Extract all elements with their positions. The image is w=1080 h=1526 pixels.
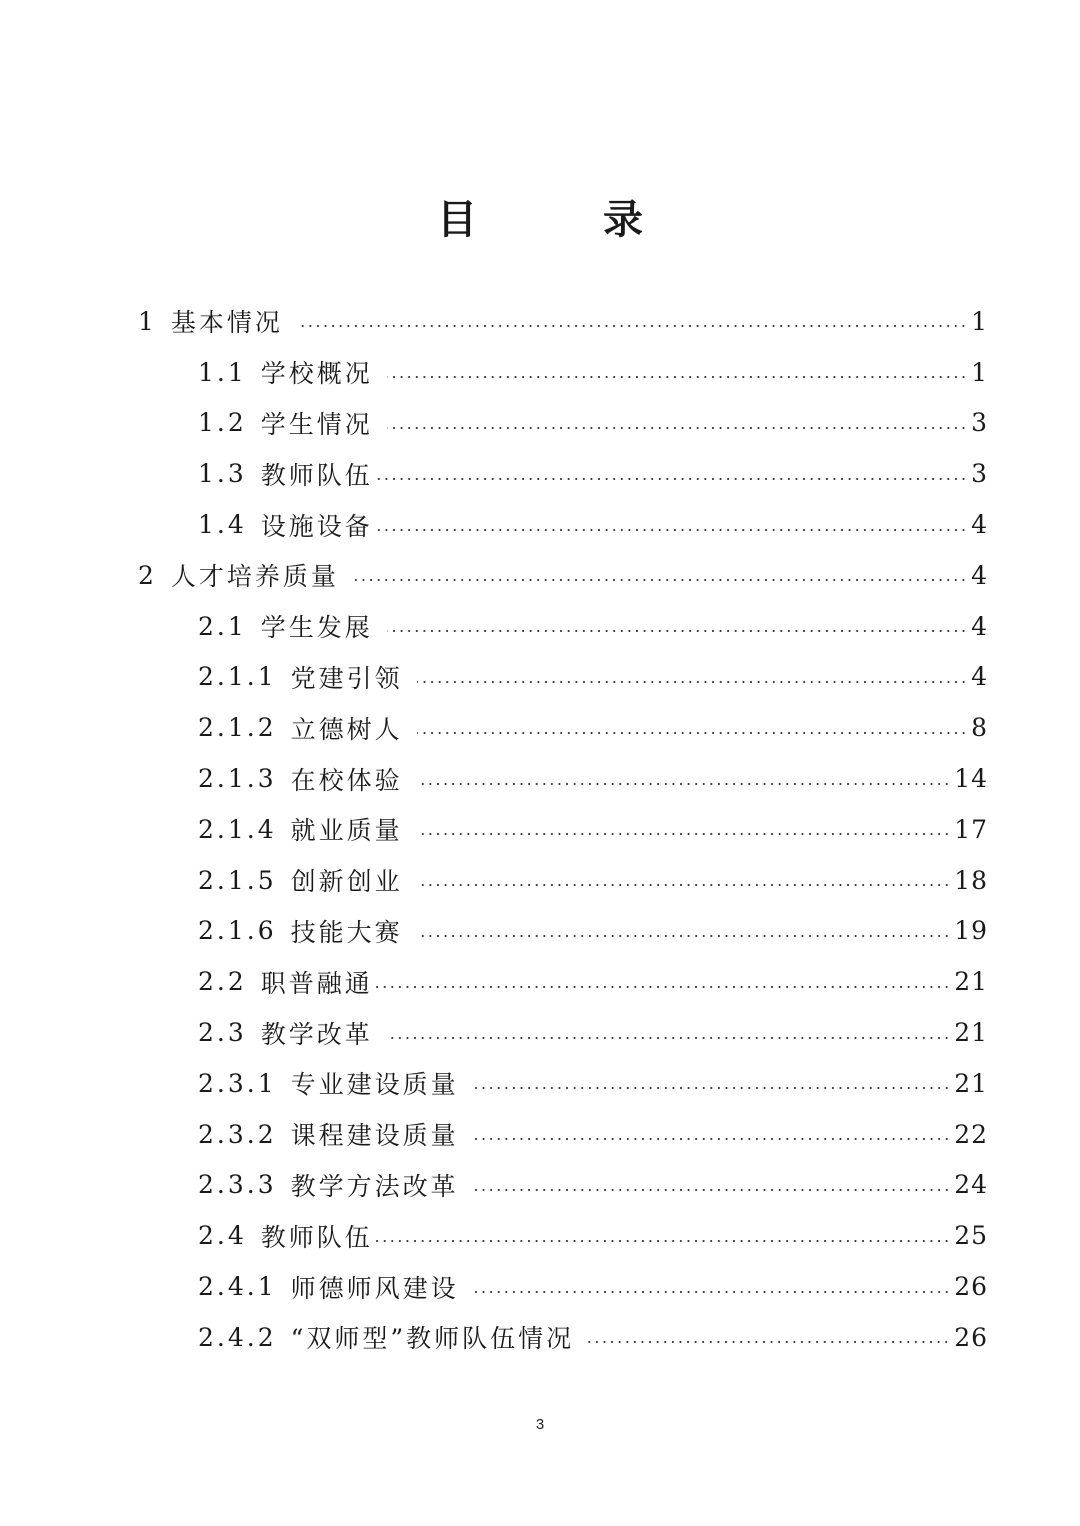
toc-entry[interactable] (0, 398, 1080, 449)
toc-entry-number: 2.2 (198, 967, 247, 997)
toc-entry-title: 就业质量 (290, 816, 403, 846)
toc-dot-leader (387, 427, 967, 429)
toc-dot-leader (473, 1138, 951, 1140)
toc-dot-leader (387, 630, 967, 632)
toc-entry[interactable] (0, 550, 1080, 601)
toc-entry-title: 在校体验 (290, 765, 403, 795)
toc-dot-leader (387, 1037, 950, 1039)
toc-entry-number: 2 (138, 560, 157, 590)
toc-entry[interactable] (0, 1312, 1080, 1363)
toc-entry[interactable] (0, 1109, 1080, 1160)
toc-entry[interactable] (0, 652, 1080, 703)
toc-entry-number: 2.1.5 (198, 865, 277, 895)
toc-entry-title: 学生情况 (260, 409, 373, 439)
toc-entry-title: 教学方法改革 (290, 1171, 459, 1201)
toc-entry-title: 学校概况 (260, 359, 373, 389)
toc-entry-page: 21 (954, 1018, 988, 1048)
toc-dot-leader (417, 833, 951, 835)
toc-dot-leader (417, 732, 967, 734)
toc-entry-page: 3 (971, 459, 988, 489)
toc-dot-leader (375, 1240, 950, 1242)
toc-dot-leader (417, 681, 967, 683)
toc-entry-title: 学生发展 (260, 613, 373, 643)
toc-entry-number: 1.1 (198, 357, 247, 387)
toc-dot-leader (375, 986, 950, 988)
toc-entry-page: 1 (971, 306, 988, 336)
toc-dot-leader (387, 376, 967, 378)
toc-entry-title: 基本情况 (170, 308, 283, 338)
toc-entry-page: 21 (954, 1068, 988, 1098)
toc-entry[interactable] (0, 804, 1080, 855)
toc-entry-title: 课程建设质量 (290, 1121, 459, 1151)
toc-entry-number: 2.3.3 (198, 1170, 277, 1200)
toc-entry[interactable] (0, 855, 1080, 906)
toc-dot-leader (588, 1341, 950, 1343)
toc-entry-title: 师德师风建设 (290, 1273, 459, 1303)
toc-entry-title: 专业建设质量 (290, 1070, 459, 1100)
toc-entry-title: “双师型”教师队伍情况 (290, 1324, 575, 1354)
toc-entry-number: 2.4 (198, 1221, 247, 1251)
toc-entry-page: 4 (971, 560, 988, 590)
toc-entry[interactable] (0, 601, 1080, 652)
toc-entry-page: 8 (971, 713, 988, 743)
toc-entry-number: 2.1.4 (198, 814, 277, 844)
toc-entry[interactable] (0, 1261, 1080, 1312)
toc-entry-number: 1.3 (198, 459, 247, 489)
toc-dot-leader (297, 325, 967, 327)
toc-entry-page: 21 (954, 967, 988, 997)
toc-entry-number: 1 (138, 306, 157, 336)
toc-entry[interactable] (0, 906, 1080, 957)
toc-entry-number: 2.1.6 (198, 916, 277, 946)
toc-entry-title: 教师队伍 (260, 1222, 373, 1252)
toc-entry-page: 3 (971, 408, 988, 438)
toc-entry[interactable] (0, 1210, 1080, 1261)
toc-entry[interactable] (0, 448, 1080, 499)
toc-entry-number: 2.4.2 (198, 1322, 277, 1352)
toc-entry-page: 18 (954, 865, 988, 895)
toc-entry[interactable] (0, 347, 1080, 398)
toc-dot-leader (473, 1189, 951, 1191)
toc-dot-leader (375, 529, 967, 531)
toc-dot-leader (417, 783, 951, 785)
toc-entry-number: 2.3.1 (198, 1068, 277, 1098)
toc-entry[interactable] (0, 956, 1080, 1007)
page-title: 目 录 (437, 197, 699, 243)
toc-entry-number: 2.1 (198, 611, 247, 641)
toc-entry[interactable] (0, 1007, 1080, 1058)
toc-entry-page: 25 (954, 1221, 988, 1251)
toc-entry-title: 立德树人 (290, 714, 403, 744)
toc-entry-title: 人才培养质量 (170, 562, 339, 592)
table-of-contents (0, 296, 1080, 1363)
toc-entry-page: 17 (954, 814, 988, 844)
toc-entry-title: 职普融通 (260, 968, 373, 998)
toc-entry-title: 党建引领 (290, 663, 403, 693)
toc-entry-number: 1.4 (198, 510, 247, 540)
toc-entry-page: 24 (954, 1170, 988, 1200)
toc-entry-number: 2.4.1 (198, 1272, 277, 1302)
toc-dot-leader (473, 1291, 951, 1293)
toc-dot-leader (375, 478, 967, 480)
toc-entry-title: 设施设备 (260, 511, 373, 541)
toc-entry[interactable] (0, 1160, 1080, 1211)
toc-dot-leader (417, 884, 951, 886)
toc-entry[interactable] (0, 296, 1080, 347)
toc-entry-page: 26 (954, 1322, 988, 1352)
toc-entry-number: 2.1.1 (198, 662, 277, 692)
toc-entry-page: 22 (954, 1119, 988, 1149)
toc-entry-page: 26 (954, 1272, 988, 1302)
toc-entry-number: 2.3.2 (198, 1119, 277, 1149)
toc-entry-page: 4 (971, 611, 988, 641)
toc-entry-page: 4 (971, 510, 988, 540)
toc-dot-leader (473, 1087, 951, 1089)
toc-entry-page: 19 (954, 916, 988, 946)
toc-entry-title: 教师队伍 (260, 460, 373, 490)
toc-entry-page: 14 (954, 764, 988, 794)
toc-entry[interactable] (0, 702, 1080, 753)
toc-entry[interactable] (0, 753, 1080, 804)
toc-dot-leader (353, 579, 967, 581)
page-number: 3 (535, 1416, 545, 1433)
toc-entry-title: 技能大赛 (290, 917, 403, 947)
toc-entry-title: 教学改革 (260, 1019, 373, 1049)
toc-entry-number: 2.3 (198, 1018, 247, 1048)
toc-entry[interactable] (0, 499, 1080, 550)
toc-entry-title: 创新创业 (290, 867, 403, 897)
toc-entry-page: 1 (971, 357, 988, 387)
toc-entry-number: 2.1.3 (198, 764, 277, 794)
toc-entry[interactable] (0, 1058, 1080, 1109)
toc-dot-leader (417, 935, 951, 937)
toc-entry-page: 4 (971, 662, 988, 692)
toc-entry-number: 2.1.2 (198, 713, 277, 743)
toc-entry-number: 1.2 (198, 408, 247, 438)
